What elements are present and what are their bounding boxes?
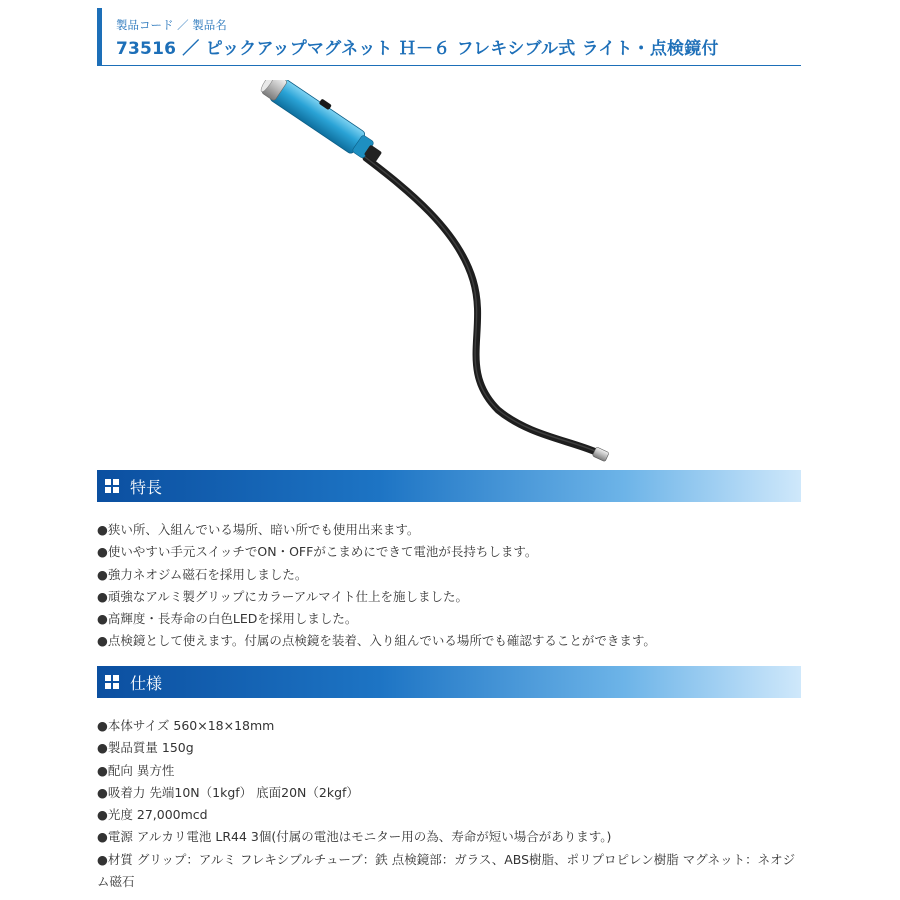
list-item: ●電源 アルカリ電池 LR44 3個(付属の電池はモニター用の為、寿命が短い場合があります。): [97, 829, 612, 845]
specs-list: [97, 715, 801, 893]
features-section-header: [97, 470, 801, 502]
list-item: ●使いやすい手元スイッチでON・OFFがこまめにできて電池が長持ちします。: [97, 544, 538, 560]
grid-square-icon: [105, 675, 119, 689]
list-item: ●狭い所、入組んでいる場所、暗い所でも使用出来ます。: [97, 522, 420, 537]
features-heading: 特長: [130, 478, 163, 497]
list-item: ●本体サイズ 560×18×18mm: [97, 718, 275, 733]
list-item: ●材質 グリップ：アルミ フレキシブルチューブ：鉄 点検鏡部：ガラス、ABS樹脂、ポリプロピレン樹脂 マグネット：ネオジム磁石: [97, 851, 796, 889]
list-item: ●点検鏡として使えます。付属の点検鏡を装着、入り組んでいる場所でも確認することができます。: [97, 633, 656, 649]
grid-square-icon: [105, 479, 119, 493]
specs-section-header: [97, 666, 801, 698]
list-item: ●製品質量 150g: [97, 740, 194, 756]
list-item: ●配向 異方性: [97, 762, 175, 778]
grip: [258, 80, 388, 168]
product-header: [97, 8, 801, 66]
list-item: ●頑強なアルミ製グリップにカラーアルマイト仕上を施しました。: [97, 588, 469, 604]
list-item: ●強力ネオジム磁石を採用しました。: [97, 566, 308, 582]
list-item: ●光度 27,000mcd: [97, 807, 208, 823]
product-image: [258, 80, 628, 470]
breadcrumb: 製品コード ／ 製品名: [116, 18, 227, 32]
list-item: ●高輝度・長寿命の白色LEDを採用しました。: [97, 611, 358, 627]
list-item: ●吸着力 先端10N（1kgf） 底面20N（2kgf）: [97, 784, 359, 800]
page-title: 73516 ／ ピックアップマグネット Ｈ－６ フレキシブル式 ライト・点検鏡付: [116, 39, 719, 59]
features-list: [97, 519, 801, 653]
flexible-tube: [366, 158, 596, 452]
specs-heading: 仕様: [130, 674, 163, 693]
